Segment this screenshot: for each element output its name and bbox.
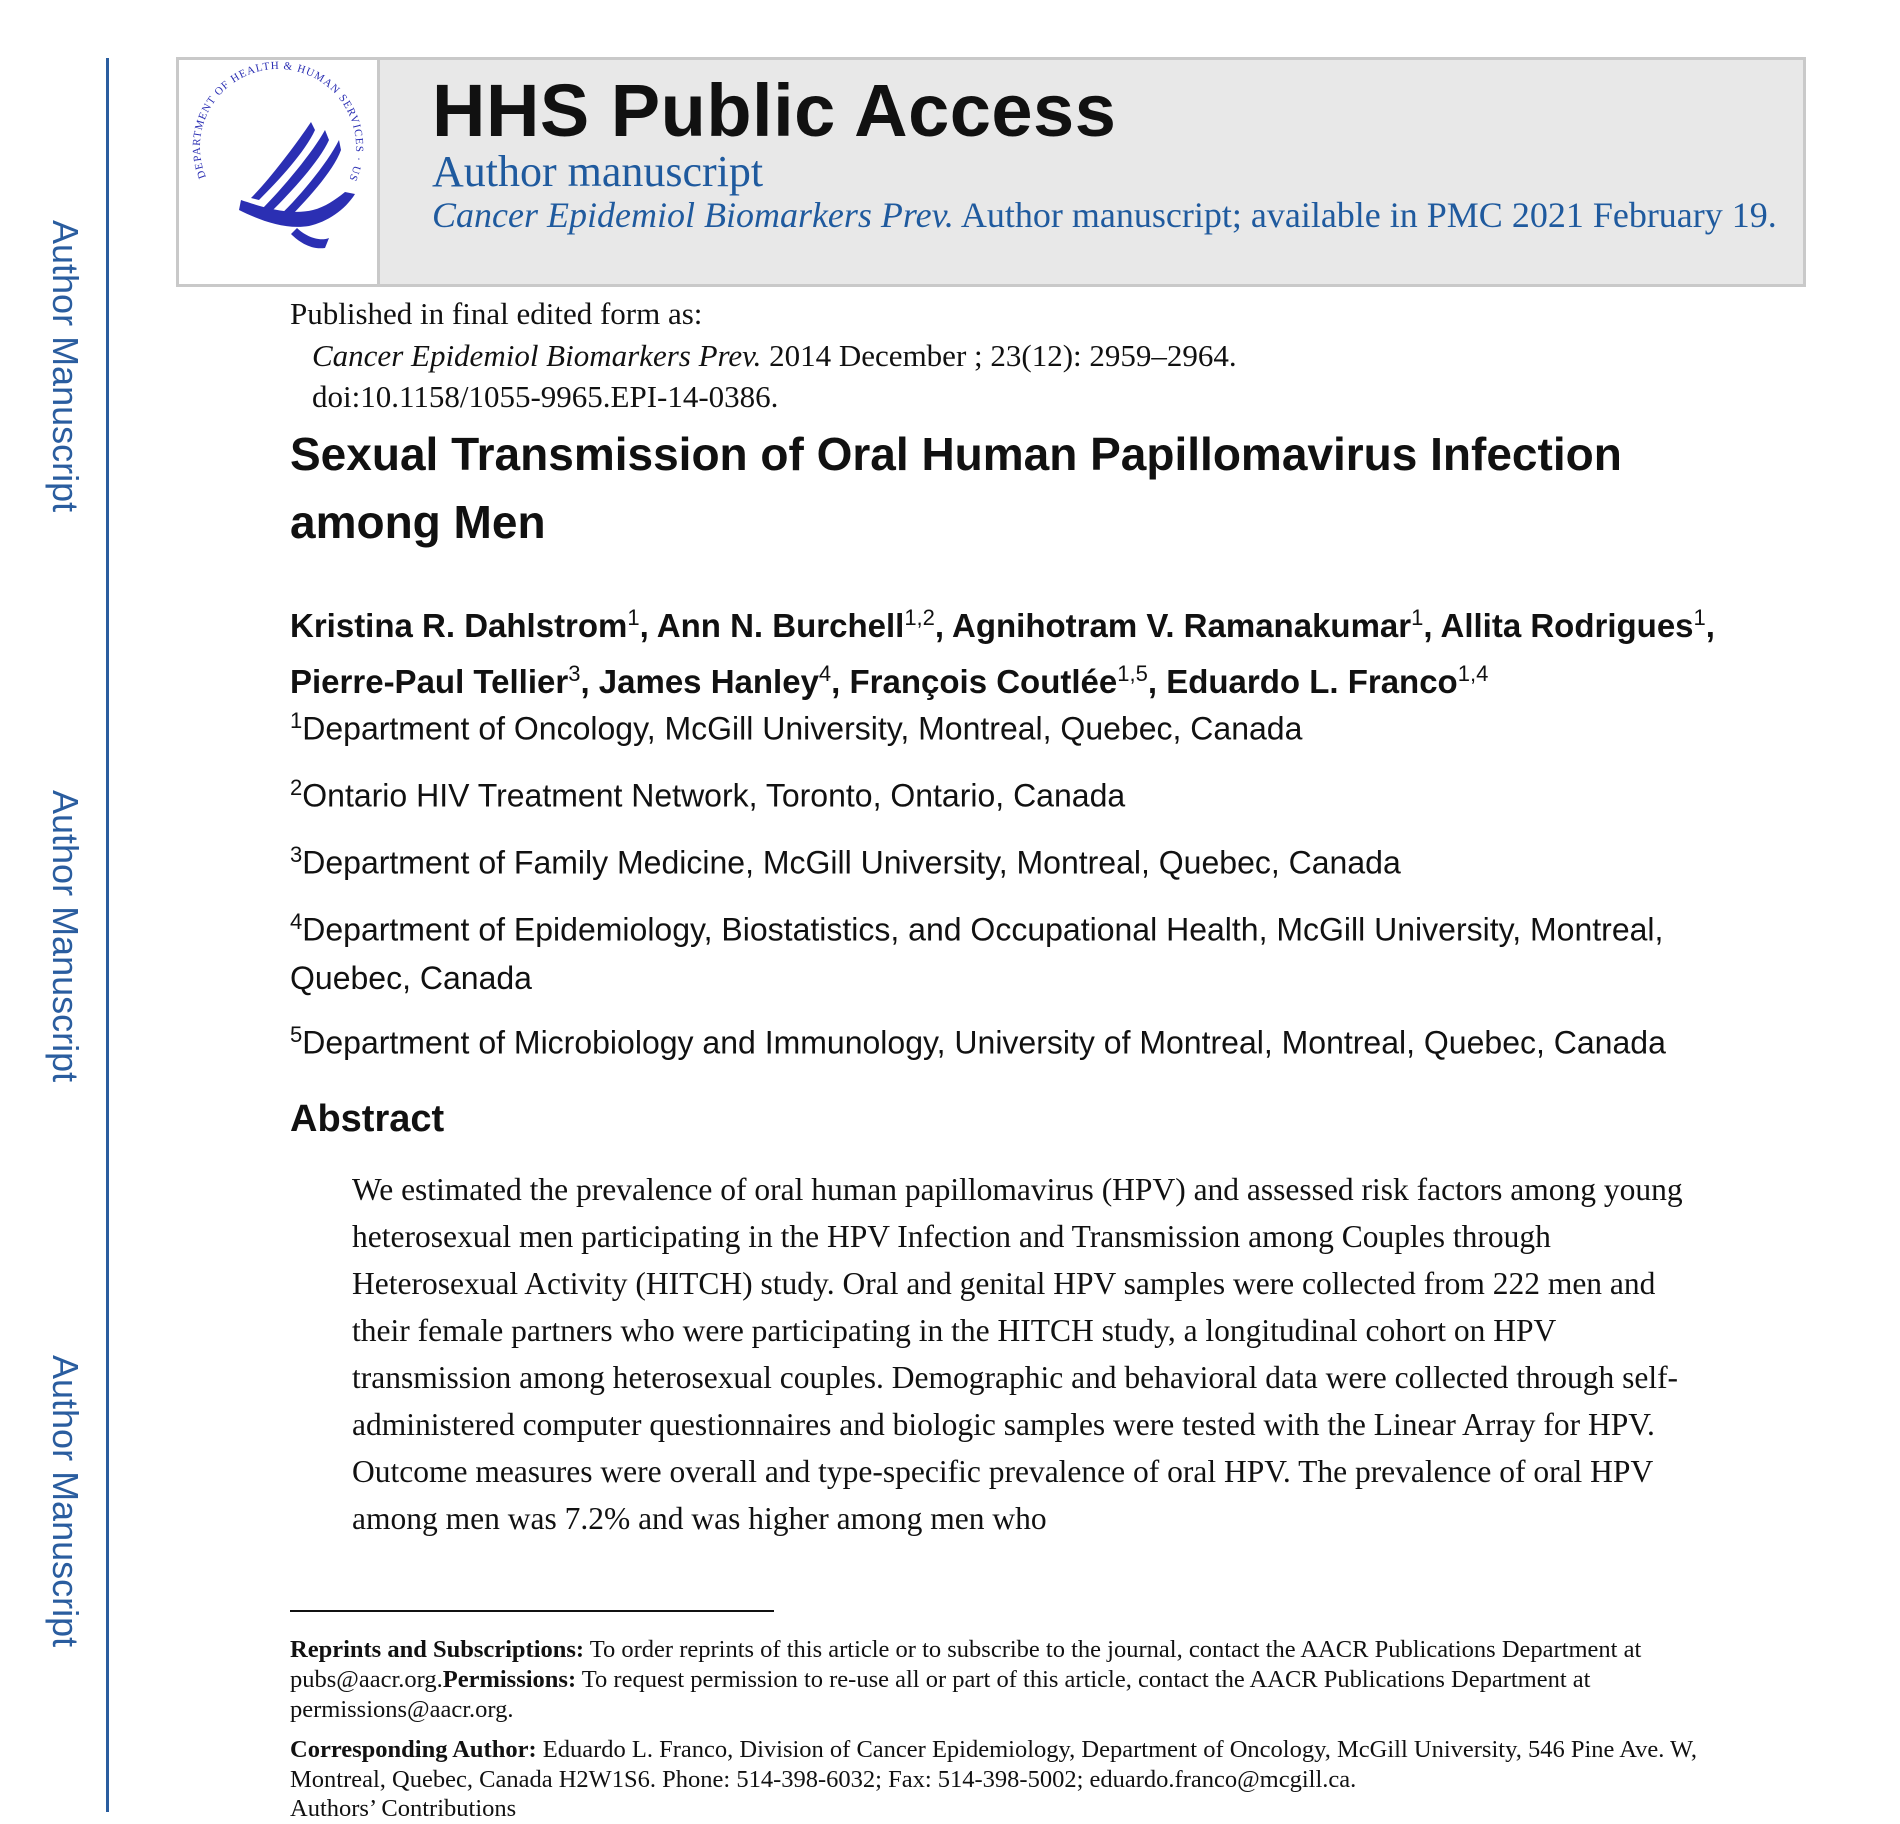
availability-line [432,194,1792,236]
abstract-heading: Abstract [290,1098,445,1140]
affiliation-3: $^3$Department of Family Medicine, McGill University, Montreal, Quebec, Canada [290,842,1401,881]
corresponding-footnote: Corresponding Author: Eduardo L. Franco, Division of Cancer Epidemiology, Department of Oncology, McGill University, 546 Pine Ave. W, Montreal, Quebec, Canada H2W1S6. Phone: 514-398-6032; Fax: 514-398-5002; eduardo.franco@mcgill.ca. [290,1736,1698,1793]
citation [312,338,1237,374]
author: Pierre-Paul Tellier$^3$, [290,661,599,700]
article-title: Sexual Transmission of Oral Human Papillomavirus Infection among Men [290,428,1622,548]
reprints-footnote: Reprints and Subscriptions: To order reprints of this article or to subscribe to the journal, contact the AACR Publications Department at pubs@aacr.org.Permissions: To request permission to re-use all or part of this article, contact the AACR Publications Department at permissions@aacr.org. [290,1636,1642,1723]
author: James Hanley$^4$, [598,661,850,700]
hhs-eagle-icon [179,60,377,284]
published-label: Published in final edited form as: [290,296,703,331]
author-manuscript-label: Author manuscript [432,147,764,196]
affiliation-1: $^1$Department of Oncology, McGill University, Montreal, Quebec, Canada [290,708,1303,747]
side-label-1: Author Manuscript [45,220,86,513]
hhs-header [176,57,1806,287]
author: Ann N. Burchell$^{1,2}$, [656,605,953,644]
abstract-text: We estimated the prevalence of oral human papillomavirus (HPV) and assessed risk factors among young heterosexual men participating in the HPV Infection and Transmission among Couples through Heterosexual Activity (HITCH) study. Oral and genital HPV samples were collected from 222 men and their female partners who were participating in the HITCH study, a longitudinal cohort on HPV transmission among heterosexual couples. Demographic and behavioral data were collected through self-administered computer questionnaires and biologic samples were tested with the Linear Array for HPV. Outcome measures were overall and type-specific prevalence of oral HPV. The prevalence of oral HPV among men was 7.2% and was higher among men who [352,1172,1683,1536]
doi: doi:10.1158/1055-9965.EPI-14-0386. [312,379,779,414]
side-rule [106,58,109,1812]
header-availability: Author manuscript; available in PMC 2021 February 19. [953,195,1777,235]
author: Agnihotram V. Ramanakumar$^1$, [952,605,1441,644]
hhs-logo [179,60,380,284]
hhs-title: HHS Public Access [432,69,1117,152]
author: Eduardo L. Franco$^{1,4}$ [1166,661,1489,700]
footnote-rule [290,1610,774,1612]
contributions-footnote: Authors’ Contributions [290,1795,517,1822]
author: Kristina R. Dahlstrom$^1$, [290,605,657,644]
seal-text: DEPARTMENT OF HEALTH & HUMAN SERVICES · US [190,60,366,184]
author: François Coutlée$^{1,5}$, [849,661,1167,700]
citation-journal: Cancer Epidemiol Biomarkers Prev. [312,338,762,373]
side-label-2: Author Manuscript [45,790,86,1083]
header-journal: Cancer Epidemiol Biomarkers Prev. [432,195,954,235]
author-list [290,594,1760,706]
author: Allita Rodrigues$^1$, [1440,605,1715,644]
citation-rest: 2014 December ; 23(12): 2959–2964. [761,338,1237,373]
affiliation-2: $^2$Ontario HIV Treatment Network, Toronto, Ontario, Canada [290,775,1126,814]
affiliation-5: $^5$Department of Microbiology and Immunology, University of Montreal, Montreal, Quebec, Canada [290,1022,1666,1061]
side-label-3: Author Manuscript [45,1355,86,1648]
svg-text:DEPARTMENT OF HEALTH & HUMAN S [179,60,365,184]
affiliation-4: $^4$Department of Epidemiology, Biostatistics, and Occupational Health, McGill University, Montreal, Quebec, Canada [290,909,1664,996]
